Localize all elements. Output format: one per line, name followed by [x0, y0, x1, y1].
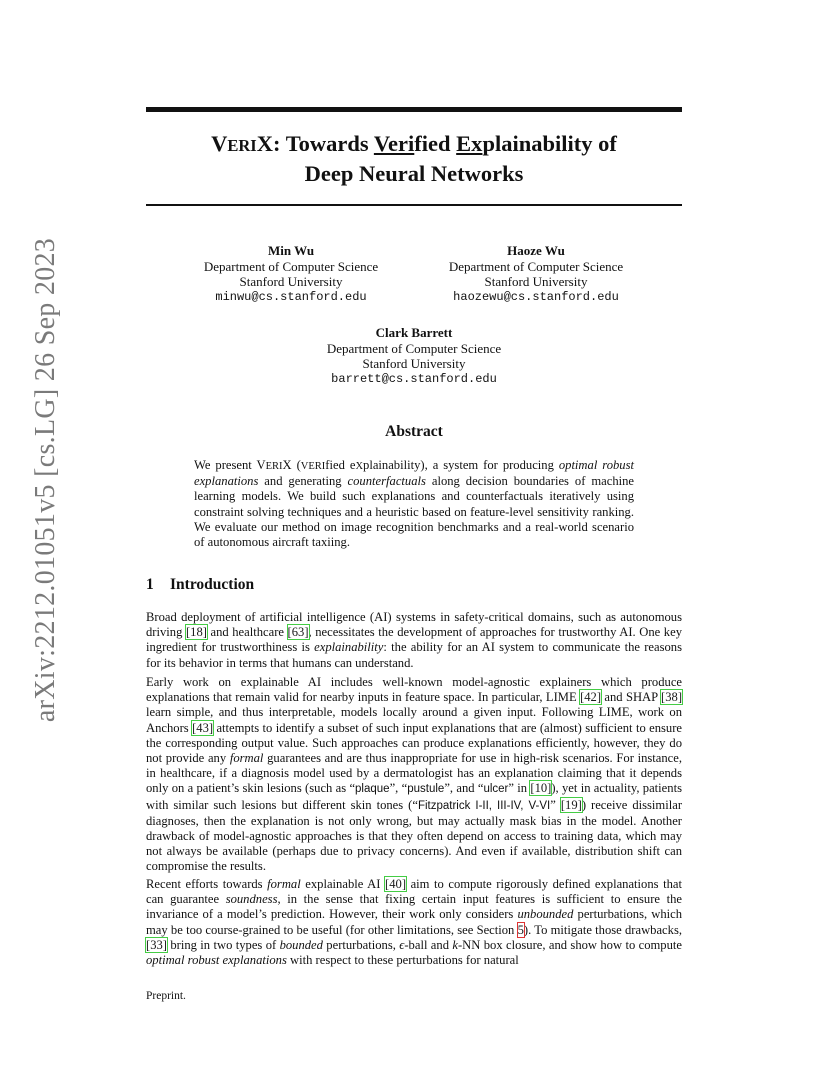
title-underlined-ex: Ex [456, 131, 483, 156]
abstract-smallcaps: VERI [300, 461, 326, 472]
citation-link[interactable]: [63] [287, 625, 309, 640]
para-text: guarantees and are thus inappropriate for use in high-risk scenarios. For instance, in healthcare, if a diagnosis model used by a dermatologist has an explanation claiming that it depends only on a patient’s skin lesions (such as “ [146, 751, 682, 796]
author-email: minwu@cs.stanford.edu [215, 289, 367, 304]
arxiv-identifier: arXiv:2212.01051v5 [cs.LG] 26 Sep 2023 [30, 237, 61, 723]
para-emphasis: bounded [279, 937, 323, 952]
para-text: with respect to these perturbations for natural [286, 953, 519, 968]
para-text: Broad deployment of artificial intelligence (AI) systems in safety-critical domains, such as autonomous driving [146, 610, 682, 640]
para-sans: pustule [407, 783, 445, 796]
para-text: -ball and [404, 937, 453, 952]
paper-title [146, 130, 682, 188]
abstract-body [194, 458, 634, 550]
para-text: and SHAP [601, 690, 662, 705]
para-text: ”, and “ [444, 781, 484, 796]
author-university: Stanford University [362, 356, 466, 371]
abstract-emphasis: optimal robust explanations [194, 458, 635, 489]
title-verix-eri: ERI [227, 136, 257, 155]
para-text: -NN box closure, and show how to compute [457, 937, 682, 952]
author-university: Stanford University [484, 274, 588, 289]
para-text: ). To mitigate those drawbacks, [523, 922, 682, 937]
para-text: learn simple, and thus interpretable, models locally around a given input. Following LIME, work on Anchors [146, 705, 682, 735]
title-part: fied [414, 131, 457, 156]
abstract-smallcaps: X [355, 461, 364, 472]
para-text: ” [550, 797, 561, 812]
section-number: 1 [146, 576, 154, 593]
author-block [314, 325, 514, 387]
abstract-text: fied e [325, 458, 356, 472]
author-department: Department of Computer Science [203, 258, 379, 274]
abstract-text: plainability), a system for producing [363, 458, 559, 472]
abstract-text: and generating [258, 474, 348, 489]
citation-link[interactable]: [40] [385, 877, 407, 891]
author-university: Stanford University [239, 274, 343, 289]
citation-link[interactable]: [10] [530, 781, 552, 796]
title-part: X: Towards [256, 131, 374, 156]
para-emphasis: soundness [225, 892, 278, 907]
title-line-1 [146, 130, 682, 160]
section-reference-link[interactable]: 5 [517, 922, 524, 937]
abstract-heading: Abstract [385, 423, 443, 440]
para-emphasis: explainability [314, 640, 384, 655]
citation-link[interactable]: [33] [146, 937, 167, 952]
para-text: explainable AI [300, 877, 386, 891]
abstract-smallcaps: ERI [265, 461, 283, 472]
para-emphasis: unbounded [517, 907, 574, 922]
author-email: haozewu@cs.stanford.edu [453, 289, 619, 304]
math-k: k [452, 937, 458, 952]
paragraph [146, 675, 682, 875]
paragraph [146, 877, 682, 968]
para-sans: plaque [355, 783, 390, 796]
para-text: ”, “ [389, 781, 408, 796]
para-text: bring in two types of [166, 937, 280, 952]
title-underlined-veri: Veri [373, 131, 415, 156]
author-block [191, 243, 391, 305]
para-text: perturbations, which may be too course-grained to be useful (for other limitations, see Section [146, 907, 683, 937]
para-text: aim to compute rigorously defined explanations that can guarantee [146, 877, 682, 907]
title-rule-bottom [146, 204, 682, 206]
section-heading [146, 576, 254, 594]
para-emphasis: formal [267, 877, 301, 891]
para-text: ) receive dissimilar diagnoses, then the explanation is not only wrong, but may actually mask bias in the model. Another drawback of model-agnostic approaches is that they often depend on access to training data, which may not always be available (perhaps due to privacy concerns). And even if available, distribution shift can compromise the results. [146, 797, 683, 874]
abstract-text: along decision boundaries of machine learning models. We build such explanations and counterfactuals iteratively using constraint solving techniques and a heuristic based on feature-level sensitivity ranking. We evaluate our method on image recognition benchmarks and a real-world scenario of autonomous aircraft taxiing. [194, 474, 634, 550]
para-text: ), yet in actuality, patients with similar such lesions but different skin tones (“ [146, 781, 682, 812]
para-text: Early work on explainable AI includes well-known model-agnostic explainers which produce explanations that remain valid for nearby inputs in feature space. In particular, LIME [146, 675, 682, 705]
para-sans: Fitzpatrick I-II, III-IV, V-VI [417, 799, 551, 812]
title-line-2: Deep Neural Networks [304, 161, 524, 186]
para-text: , in the sense that fixing certain input features is sufficient to ensure the invariance of a model’s prediction. However, their work only considers [146, 892, 682, 922]
para-text: , necessitates the development of approaches for trustworthy AI. One key ingredient for trustworthiness is [146, 625, 682, 655]
author-block [436, 243, 636, 305]
math-epsilon: ϵ [399, 937, 405, 952]
author-name: Haoze Wu [507, 243, 565, 258]
para-text: : the ability for an AI system to communicate the reasons for its behavior in terms that humans can understand. [146, 640, 682, 670]
para-text: Recent efforts towards [146, 877, 268, 891]
section-title: Introduction [170, 576, 255, 593]
paragraph [146, 610, 682, 671]
author-email: barrett@cs.stanford.edu [331, 371, 497, 386]
abstract-text: We present V [194, 458, 266, 472]
author-name: Clark Barrett [375, 325, 453, 340]
author-name: Min Wu [267, 243, 315, 258]
para-text: and healthcare [206, 625, 288, 640]
title-verix-v: V [211, 131, 228, 156]
abstract-emphasis: counterfactuals [347, 474, 426, 489]
citation-link[interactable]: [18] [185, 625, 207, 640]
citation-link[interactable]: [38] [661, 690, 683, 705]
para-sans: ulcer [483, 783, 509, 796]
para-emphasis: optimal robust explanations [146, 953, 287, 968]
title-part: plainability of [482, 131, 617, 156]
para-emphasis: formal [229, 751, 264, 766]
footer-note: Preprint. [146, 990, 186, 1002]
author-department: Department of Computer Science [448, 258, 624, 274]
citation-link[interactable]: [43] [192, 720, 214, 735]
title-rule-top [146, 107, 682, 112]
citation-link[interactable]: [19] [560, 797, 582, 812]
author-department: Department of Computer Science [326, 340, 502, 356]
abstract-text: X ( [282, 458, 301, 472]
para-text: attempts to identify a subset of such input explanations that are (almost) sufficient to ensure the corresponding output value. Such approaches can produce explanations efficiently, however, they do not provide any [146, 720, 682, 766]
citation-link[interactable]: [42] [580, 690, 602, 705]
para-text: ” in [508, 781, 531, 796]
para-text: perturbations, [322, 937, 400, 952]
